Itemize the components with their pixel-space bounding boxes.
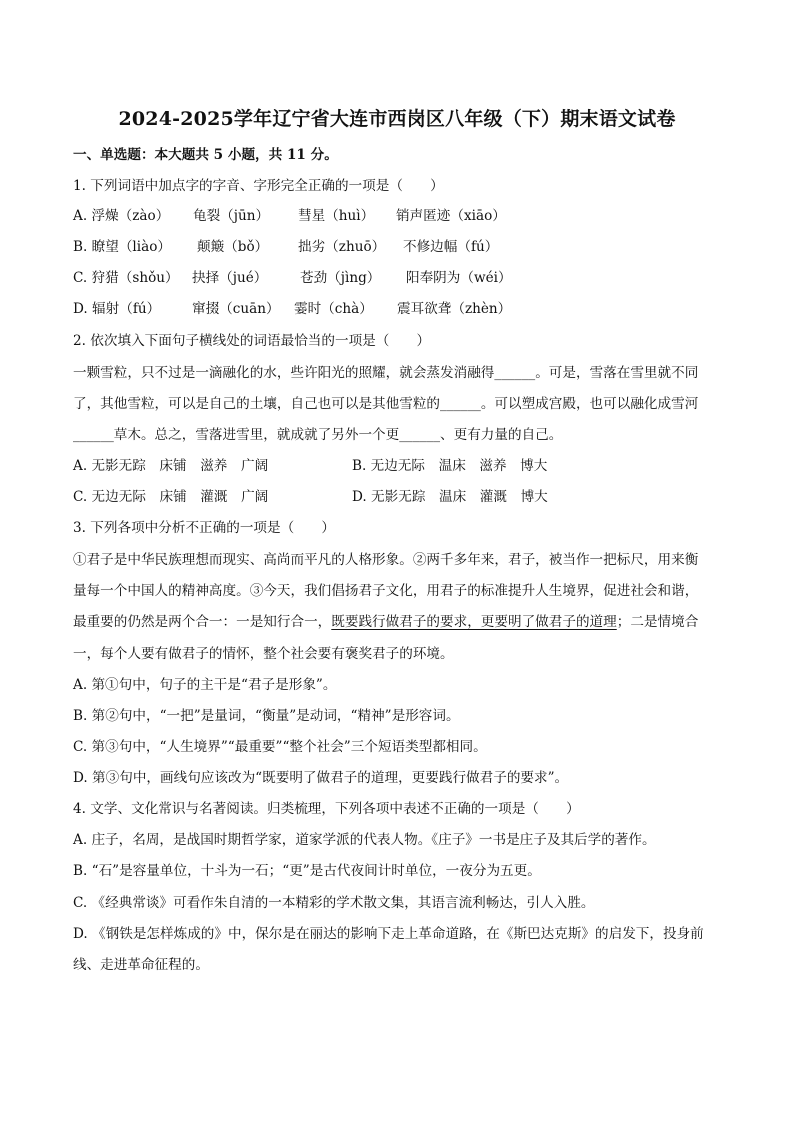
q4-option-d-line-2: 线、走进革命征程的。 [73,957,209,973]
q4-option-b: B. “石”是容量单位，十斗为一石；“更”是古代夜间计时单位，一夜分为五更。 [73,863,541,879]
q1-option-a-1: A. 浮燥（zào） [73,208,170,224]
q4-option-c: C. 《经典常谈》可看作朱自清的一本精彩的学术散文集，其语言流利畅达，引人入胜。 [73,895,595,911]
q1-option-c-2: 抉择（jué） [192,270,268,286]
q1-option-c-4: 阳奉阴为（wéi） [406,270,512,286]
q2-passage-line-1: 一颗雪粒，只不过是一滴融化的水，些许阳光的照耀，就会蒸发消融得______。可是，雪落在雪里就不同 [73,365,699,381]
q3-option-c: C. 第③句中，“人生境界”“最重要”“整个社会”三个短语类型都相同。 [73,739,487,755]
fill-blank-4: ______ [399,427,441,443]
q1-option-c-3: 苍劲（jìng） [300,270,381,286]
q1-option-d-1: D. 辐射（fú） [73,301,161,317]
q4-option-d-line-1: D. 《钢铁是怎样炼成的》中，保尔是在丽达的影响下走上革命道路，在《斯巴达克斯》的启发下，投身前 [73,926,704,942]
q1-option-d-4: 震耳欲聋（zhèn） [397,301,512,317]
q1-option-d-3: 霎时（chà） [294,301,373,317]
question-1-stem: 1. 下列词语中加点字的字音、字形完全正确的一项是（ ） [73,178,444,194]
question-4-stem: 4. 文学、文化常识与名著阅读。归类梳理，下列各项中表述不正确的一项是（ ） [73,801,580,817]
fill-blank-3: ______ [73,427,114,443]
q3-option-d: D. 第③句中，画线句应该改为“既要明了做君子的道理，更要践行做君子的要求”。 [73,770,569,786]
q1-option-b-2: 颠簸（bǒ） [197,239,269,255]
question-3-stem: 3. 下列各项中分析不正确的一项是（ ） [73,520,335,536]
fill-blank-2: ______ [440,396,481,412]
q2-option-d: D. 无影无踪 温床 灌溉 博大 [352,489,548,505]
q1-option-c-1: C. 狩猎（shǒu） [73,270,179,286]
q1-option-a-3: 彗星（huì） [298,208,375,224]
q1-option-b-4: 不修边幅（fú） [403,239,499,255]
q3-passage-line-2: 量每一个中国人的精神高度。③今天，我们倡扬君子文化，用君子的标准提升人生境界，促进社会和谐， [73,583,699,599]
q2-option-a: A. 无影无踪 床铺 滋养 广阔 [73,458,269,474]
exam-title: 2024-2025学年辽宁省大连市西岗区八年级（下）期末语文试卷 [118,108,676,130]
q4-option-a: A. 庄子，名周，是战国时期哲学家，道家学派的代表人物。《庄子》一书是庄子及其后学的著作。 [73,832,656,848]
q1-option-b-3: 拙劣（zhuō） [298,239,386,255]
q2-option-b: B. 无边无际 温床 滋养 博大 [352,458,548,474]
q1-option-b-1: B. 瞭望（liào） [73,239,171,255]
underlined-sentence: 既要践行做君子的要求，更要明了做君子的道理 [331,614,617,630]
q1-option-d-2: 窜掇（cuān） [192,301,280,317]
q3-option-a: A. 第①句中，句子的主干是“君子是形象”。 [73,677,337,693]
q3-passage-line-1: ①君子是中华民族理想而现实、高尚而平凡的人格形象。②两千多年来，君子，被当作一把标尺，用来衡 [73,552,699,568]
fill-blank-1: ______ [494,365,536,381]
q1-option-a-4: 销声匿迹（xiāo） [396,208,506,224]
q1-option-a-2: 龟裂（jūn） [193,208,270,224]
q2-passage-line-2: 了，其他雪粒，可以是自己的土壤，自己也可以是其他雪粒的______。可以塑成宫殿，也可以融化成雪河 [73,396,699,412]
q3-passage-line-3: 最重要的仍然是两个合一：一是知行合一，既要践行做君子的要求，更要明了做君子的道理；二是情境合 [73,614,699,630]
section-heading: 一、单选题：本大题共 5 小题，共 11 分。 [73,147,338,163]
q3-passage-line-4: 一，每个人要有做君子的情怀，整个社会要有褒奖君子的环境。 [73,646,454,662]
q2-passage-line-3: ______草木。总之，雪落进雪里，就成就了另外一个更______、更有力量的自己。 [73,427,563,443]
question-2-stem: 2. 依次填入下面句子横线处的词语最恰当的一项是（ ） [73,333,431,349]
q3-option-b: B. 第②句中，“一把”是量词，“衡量”是动词，“精神”是形容词。 [73,708,460,724]
q2-option-c: C. 无边无际 床铺 灌溉 广阔 [73,489,269,505]
